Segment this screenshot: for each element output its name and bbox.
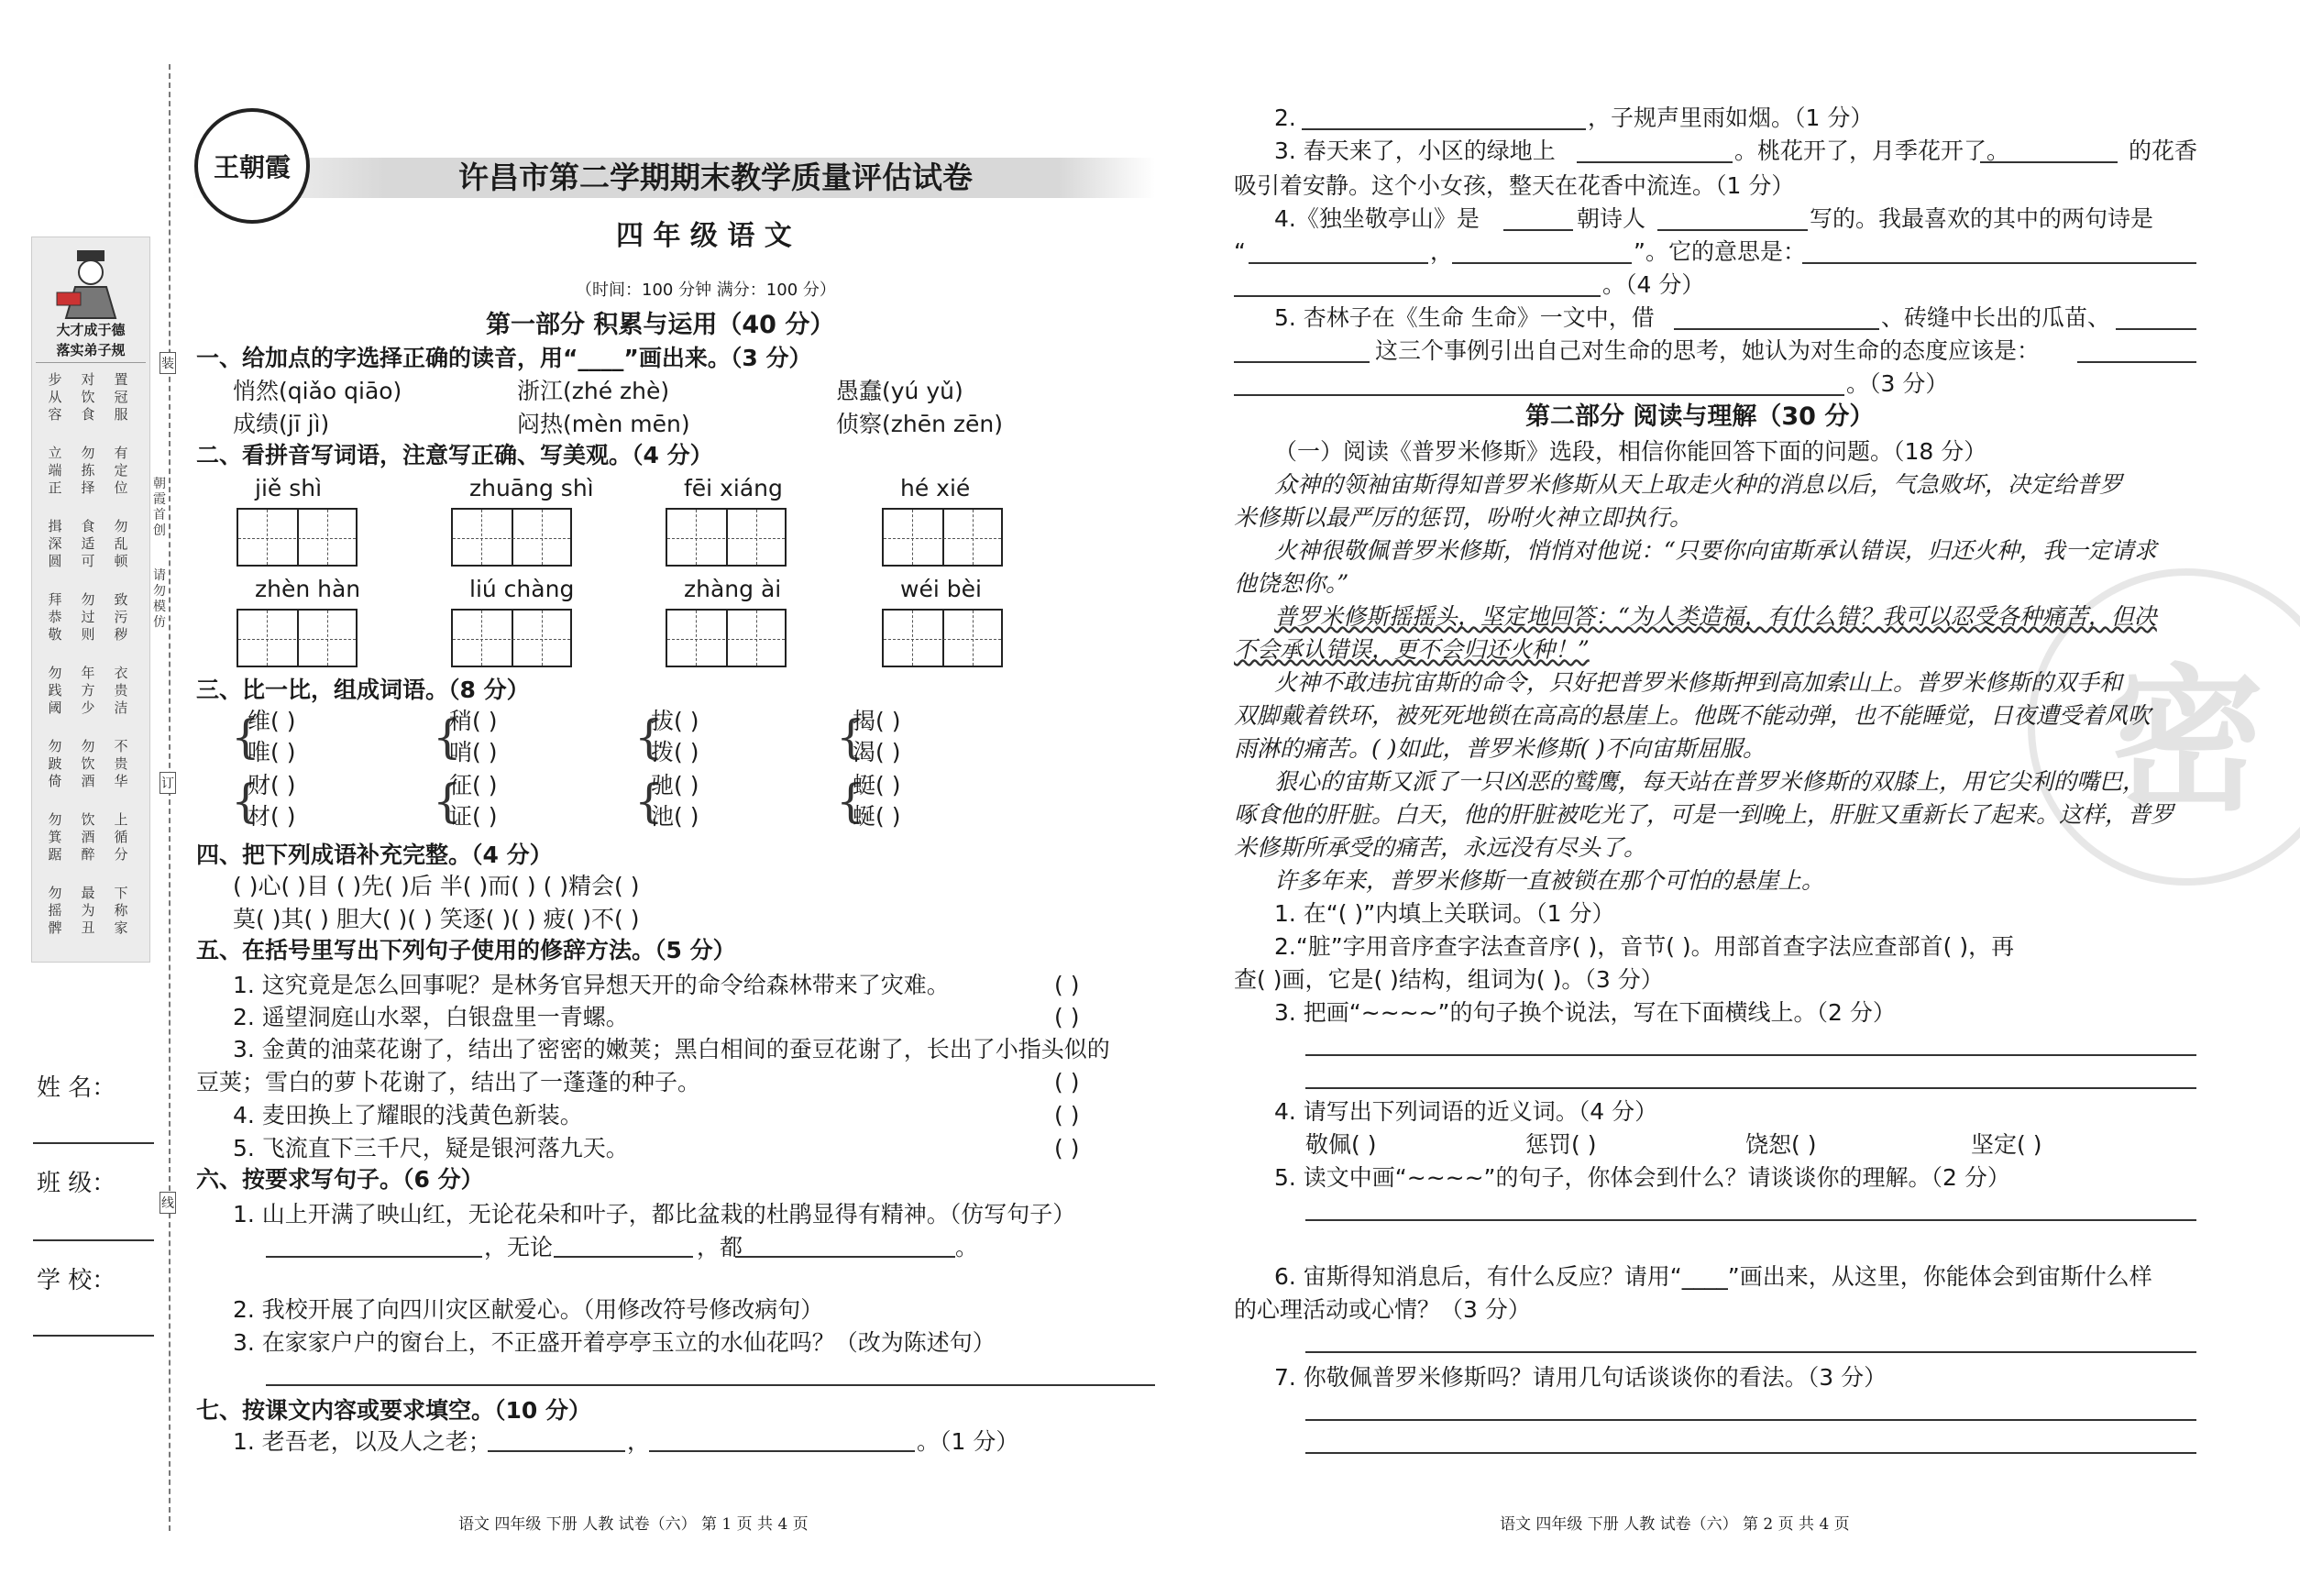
q6-heading: 六、按要求写句子。（6 分） (196, 1166, 484, 1193)
rq4: 4. 请写出下列词语的近义词。（4 分） (1274, 1098, 1658, 1125)
q6-s2: 2. 我校开展了向四川灾区献爱心。（用修改符号修改病句） (233, 1296, 824, 1323)
brace: { (231, 775, 260, 828)
q6-s3: 3. 在家家户户的窗台上，不正盛开着亭亭玉立的水仙花吗？（改为陈述句） (233, 1329, 996, 1356)
compare-word[interactable]: 池( ) (651, 803, 699, 830)
r4-blank-3[interactable] (1249, 262, 1428, 264)
brace: { (634, 710, 664, 764)
brace: { (231, 710, 260, 764)
r2-text: ，子规声里雨如烟。（1 分） (1588, 105, 1874, 131)
compare-word[interactable]: 拔( ) (651, 708, 699, 734)
r3-d: 吸引着安静。这个小女孩，整天在花香中流连。（1 分） (1234, 172, 1795, 199)
brace: { (634, 775, 664, 828)
writing-grid[interactable] (237, 609, 358, 667)
r5-blank-5[interactable] (1234, 394, 1844, 396)
q5-answer-3[interactable]: ( ) (1054, 1069, 1080, 1095)
q5-item-5: 5. 飞流直下三千尺，疑是银河落九天。 (233, 1135, 629, 1161)
part2-heading: 第二部分 阅读与理解（30 分） (1525, 402, 1875, 431)
rq3-line-2[interactable] (1305, 1087, 2196, 1089)
reading-line: 普罗米修斯摇摇头，坚定地回答：“为人类造福，有什么错？我可以忍受各种痛苦，但决 (1274, 603, 2157, 630)
r5-b: 、砖缝中长出的瓜苗、 (1881, 304, 2111, 331)
compare-word[interactable]: 蜓( ) (853, 772, 901, 798)
q7-blank-1[interactable] (488, 1450, 625, 1452)
motto-1: 大才成于德 (56, 322, 126, 338)
compare-word[interactable]: 稍( ) (449, 708, 498, 734)
pinyin-label: hé xié (900, 475, 971, 501)
brace: { (836, 710, 865, 764)
reading-line: 米修斯所承受的痛苦，永远没有尽头了。 (1234, 834, 1647, 861)
name-field[interactable] (33, 1142, 154, 1144)
r4-g: 。（4 分） (1602, 271, 1705, 298)
rq2-b: 查( )画，它是( )结构，组词为( )。（3 分） (1234, 966, 1664, 993)
q5-heading: 五、在括号里写出下列句子使用的修辞方法。（5 分） (196, 937, 736, 963)
pinyin-label: wéi bèi (900, 576, 982, 602)
r5-blank-4[interactable] (2077, 361, 2196, 363)
compare-word[interactable]: 财( ) (248, 772, 296, 798)
class-label: 班 级： (37, 1170, 116, 1197)
r3-blank-1[interactable] (1577, 161, 1733, 163)
r2-blank[interactable] (1302, 128, 1586, 130)
rule-column: 致污秽 (114, 591, 128, 643)
q5-item-4: 4. 麦田换上了耀眼的浅黄色新装。 (233, 1102, 583, 1128)
q1-item: 浙江(zhé zhè) (517, 378, 670, 404)
compare-word[interactable]: 蜒( ) (853, 803, 901, 830)
r3-b: 。桃花开了，月季花开了。 (1734, 138, 2010, 164)
binding-line (169, 64, 171, 1531)
r5-blank-1[interactable] (1674, 328, 1879, 330)
pinyin-label: zhàng ài (684, 576, 782, 602)
rule-column: 勿践阈 (48, 665, 62, 716)
logo-text: 王朝霞 (213, 152, 291, 182)
q6-s1-blank-2[interactable] (554, 1256, 693, 1258)
q7-heading: 七、按课文内容或要求填空。（10 分） (196, 1397, 591, 1424)
school-field[interactable] (33, 1335, 154, 1337)
q5-item-1: 1. 这究竟是怎么回事呢？是林务官异想天开的命令给森林带来了灾难。 (233, 972, 950, 998)
rule-column: 食适可 (81, 518, 95, 569)
compare-word[interactable]: 哨( ) (449, 739, 498, 765)
rule-column: 勿乱顿 (114, 518, 128, 569)
writing-grid[interactable] (882, 609, 1003, 667)
reading-line: 雨淋的痛苦。( )如此，普罗米修斯( )不向宙斯屈服。 (1234, 735, 1766, 762)
part1-heading: 第一部分 积累与运用（40 分） (486, 311, 835, 339)
r4-blank-1[interactable] (1503, 229, 1573, 231)
compare-word[interactable]: 维( ) (248, 708, 296, 734)
stamp-text: 密 (2107, 650, 2264, 832)
compare-word[interactable]: 揭( ) (853, 708, 901, 734)
q5-item-2: 2. 遥望洞庭山水翠，白银盘里一青螺。 (233, 1004, 629, 1030)
footer-left: 语文 四年级 下册 人教 试卷（六） 第 1 页 共 4 页 (458, 1515, 809, 1534)
q7-s1a: 1. 老吾老，以及人之老； (233, 1428, 491, 1455)
compare-word[interactable]: 证( ) (449, 803, 498, 830)
rule-column: 步从容 (48, 371, 62, 423)
vertical-note-2: 请勿模仿 (153, 568, 166, 630)
rq4-word: 惩罚( ) (1525, 1131, 1597, 1158)
rq7: 7. 你敬佩普罗米修斯吗？请用几句话谈谈你的看法。（3 分） (1274, 1364, 1887, 1391)
r4-blank-4[interactable] (1452, 262, 1632, 264)
r2-num: 2. (1274, 105, 1296, 131)
school-label: 学 校： (37, 1267, 116, 1294)
pinyin-label: zhuāng shì (469, 475, 594, 501)
reading-line: 他饶恕你。” (1234, 570, 1349, 597)
compare-word[interactable]: 渴( ) (853, 739, 901, 765)
q7-blank-2[interactable] (649, 1450, 915, 1452)
rq3-line-1[interactable] (1305, 1054, 2196, 1056)
rq7-line-1[interactable] (1305, 1419, 2196, 1421)
r3-c: 的花香 (2129, 138, 2198, 164)
rule-column: 勿摇髀 (48, 885, 62, 936)
rq6-line-1[interactable] (1305, 1351, 2196, 1353)
rule-column: 年方少 (81, 665, 95, 716)
q5-answer-1[interactable]: ( ) (1054, 972, 1080, 998)
q4-heading: 四、把下列成语补充完整。（4 分） (196, 842, 553, 868)
r4-e: ， (1430, 238, 1454, 265)
rq5: 5. 读文中画“~~~~”的句子，你体会到什么？请谈谈你的理解。（2 分） (1274, 1164, 2010, 1191)
r4-blank-6[interactable] (1234, 295, 1601, 297)
q6-s1-text-3: 。 (955, 1234, 979, 1260)
rule-column: 立端正 (48, 445, 62, 496)
rule-column: 最为丑 (81, 885, 95, 936)
q1-item: 侦察(zhēn zēn) (836, 411, 1003, 437)
reading-line: 火神不敢违抗宙斯的命令，只好把普罗米修斯押到高加索山上。普罗米修斯的双手和 (1274, 669, 2123, 696)
rule-column: 不贵华 (114, 738, 128, 789)
q5-item-3b: 豆荚；雪白的萝卜花谢了，结出了一蓬蓬的种子。 (196, 1069, 701, 1095)
compare-word[interactable]: 唯( ) (248, 739, 296, 765)
brace: { (433, 775, 462, 828)
q6-s1-text-1: ，无论 (484, 1234, 554, 1260)
q5-item-3a: 3. 金黄的油菜花谢了，结出了密密的嫩荚；黑白相间的蚕豆花谢了，长出了小指头似的 (233, 1036, 1110, 1062)
rq4-word: 坚定( ) (1971, 1131, 2042, 1158)
reading-line: 狠心的宙斯又派了一只凶恶的鹫鹰，每天站在普罗米修斯的双膝上，用它尖利的嘴巴， (1274, 768, 2146, 795)
r4-blank-2[interactable] (1657, 229, 1808, 231)
rq1: 1. 在“( )”内填上关联词。（1 分） (1274, 900, 1615, 927)
r4-c: 写的。我最喜欢的其中的两句诗是 (1810, 205, 2154, 232)
rule-column: 对饮食 (81, 371, 95, 423)
pinyin-label: liú chàng (469, 576, 575, 602)
r5-a: 5. 杏林子在《生命 生命》一文中，借 (1274, 304, 1655, 331)
q5-answer-5[interactable]: ( ) (1054, 1135, 1080, 1161)
name-label: 姓 名： (37, 1074, 116, 1102)
binding-mark-xian: 线 (160, 1192, 176, 1214)
q7-s1c: 。（1 分） (917, 1428, 1019, 1455)
q4-row-2: 莫( )其( ) 胆大( )( ) 笑逐( )( ) 疲( )不( ) (233, 906, 640, 932)
r4-d: “ (1234, 238, 1246, 265)
motto-2: 落实弟子规 (56, 342, 126, 358)
compare-word[interactable]: 征( ) (449, 772, 498, 798)
rq3: 3. 把画“~~~~”的句子换个说法，写在下面横线上。（2 分） (1274, 999, 1896, 1026)
subject-title: 四 年 级 语 文 (616, 220, 792, 252)
vertical-note-1: 朝霞首创 (153, 477, 166, 538)
reading-line: 许多年来，普罗米修斯一直被锁在那个可怕的悬崖上。 (1274, 867, 1825, 894)
pinyin-label: zhèn hàn (255, 576, 361, 602)
rq6-a: 6. 宙斯得知消息后，有什么反应？请用“____”画出来，从这里，你能体会到宙斯什么样 (1274, 1263, 2152, 1290)
writing-grid[interactable] (451, 508, 572, 567)
q6-s1-blank-3[interactable] (735, 1256, 955, 1258)
reading-line: 不会承认错误，更不会归还火种！” (1234, 636, 1590, 663)
writing-grid[interactable] (882, 508, 1003, 567)
rule-column: 下称家 (114, 885, 128, 936)
binding-mark-zhuang: 装 (160, 352, 176, 374)
time-info: （时间：100 分钟 满分：100 分） (576, 281, 836, 300)
logo-seal (194, 108, 310, 224)
q2-heading: 二、看拼音写词语，注意写正确、写美观。（4 分） (196, 442, 713, 468)
rq2-a: 2.“脏”字用音序查字法查音序( )，音节( )。用部首查字法应查部首( )，再 (1274, 933, 2015, 960)
q1-heading: 一、给加点的字选择正确的读音，用“____”画出来。（3 分） (196, 345, 812, 371)
reading-line: 啄食他的肝脏。白天，他的肝脏被吃光了，可是一到晚上，肝脏又重新长了起来。这样，普罗 (1234, 801, 2174, 828)
r4-f: ”。它的意思是： (1634, 238, 1806, 265)
brace: { (836, 775, 865, 828)
rule-column: 勿饮酒 (81, 738, 95, 789)
class-field[interactable] (33, 1239, 154, 1241)
rq5-line-1[interactable] (1305, 1219, 2196, 1221)
q7-s1b: ， (627, 1428, 651, 1455)
rq6-b: 的心理活动或心情？（3 分） (1234, 1296, 1531, 1323)
r5-d: 。（3 分） (1846, 370, 1949, 397)
q6-s1: 1. 山上开满了映山红，无论花朵和叶子，都比盆栽的杜鹃显得有精神。（仿写句子） (233, 1201, 1076, 1227)
q5-answer-2[interactable]: ( ) (1054, 1004, 1080, 1030)
q1-item: 悄然(qiǎo qiāo) (233, 378, 402, 404)
q6-s1-blank-1[interactable] (266, 1256, 482, 1258)
exam-title: 许昌市第二学期期末教学质量评估试卷 (458, 160, 973, 195)
rule-column: 衣贵洁 (114, 665, 128, 716)
rq7-line-2[interactable] (1305, 1452, 2196, 1454)
q1-item: 愚蠢(yú yǔ) (836, 378, 963, 404)
rule-column: 有定位 (114, 445, 128, 496)
r4-b: 朝诗人 (1577, 205, 1646, 232)
r5-blank-2[interactable] (2116, 328, 2196, 330)
compare-word[interactable]: 材( ) (248, 803, 296, 830)
sidebar-panel (31, 237, 150, 963)
r4-blank-5[interactable] (1802, 262, 2196, 264)
q4-row-1: ( )心( )目 ( )先( )后 半( )而( ) ( )精会( ) (233, 873, 640, 899)
writing-grid[interactable] (666, 508, 787, 567)
pinyin-label: fēi xiáng (684, 475, 783, 501)
rule-column: 勿跛倚 (48, 738, 62, 789)
rule-column: 饮酒醉 (81, 811, 95, 863)
rq4-word: 饶恕( ) (1745, 1131, 1817, 1158)
pinyin-label: jiě shì (255, 475, 323, 501)
writing-grid[interactable] (237, 508, 358, 567)
rule-column: 揖深圆 (48, 518, 62, 569)
r5-c: 这三个事例引出自己对生命的思考，她认为对生命的态度应该是： (1375, 337, 2041, 364)
r3-blank-2[interactable] (1980, 161, 2118, 163)
writing-grid[interactable] (451, 609, 572, 667)
rq4-word: 敬佩( ) (1305, 1131, 1377, 1158)
binding-mark-ding: 订 (160, 772, 176, 794)
rule-column: 上循分 (114, 811, 128, 863)
reading-intro: （一）阅读《普罗米修斯》选段，相信你能回答下面的问题。（18 分） (1274, 438, 1987, 465)
rule-column: 勿拣择 (81, 445, 95, 496)
writing-grid[interactable] (666, 609, 787, 667)
r3-a: 3. 春天来了，小区的绿地上 (1274, 138, 1556, 164)
r5-blank-3[interactable] (1234, 361, 1370, 363)
compare-word[interactable]: 拨( ) (651, 739, 699, 765)
q1-item: 闷热(mèn mēn) (517, 411, 690, 437)
q6-s1-text-2: ，都 (697, 1234, 743, 1260)
compare-word[interactable]: 驰( ) (651, 772, 699, 798)
reading-line: 众神的领袖宙斯得知普罗米修斯从天上取走火种的消息以后，气急败坏，决定给普罗 (1274, 471, 2123, 498)
footer-right: 语文 四年级 下册 人教 试卷（六） 第 2 页 共 4 页 (1500, 1515, 1850, 1534)
scholar-illustration (50, 247, 132, 320)
reading-line: 米修斯以最严厉的惩罚，吩咐火神立即执行。 (1234, 504, 1693, 531)
brace: { (433, 710, 462, 764)
rule-column: 拜恭敬 (48, 591, 62, 643)
rule-column: 勿过则 (81, 591, 95, 643)
q1-item: 成绩(jī jì) (233, 411, 330, 437)
reading-line: 双脚戴着铁环，被死死地锁在高高的悬崖上。他既不能动弹，也不能睡觉，日夜遭受着风吹 (1234, 702, 2151, 729)
r4-a: 4.《独坐敬亭山》是 (1274, 205, 1480, 232)
rule-column: 勿箕踞 (48, 811, 62, 863)
rule-column: 置冠服 (114, 371, 128, 423)
reading-line: 火神很敬佩普罗米修斯，悄悄对他说：“只要你向宙斯承认错误，归还火种，我一定请求 (1274, 537, 2157, 564)
q3-heading: 三、比一比，组成词语。（8 分） (196, 677, 530, 703)
q6-s3-answer-line[interactable] (266, 1384, 1155, 1386)
q5-answer-4[interactable]: ( ) (1054, 1102, 1080, 1128)
